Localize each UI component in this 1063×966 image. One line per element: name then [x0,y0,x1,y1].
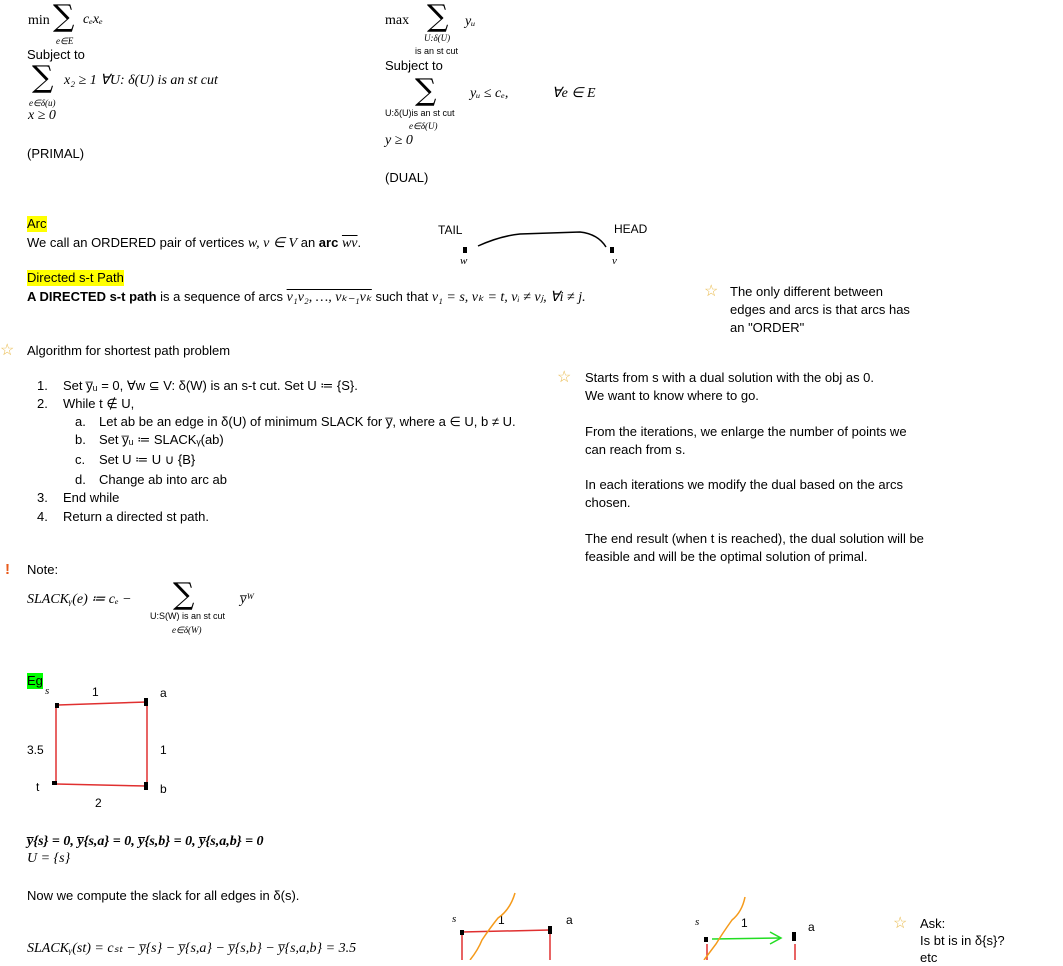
dual-init-line: y̅{s} = 0, y̅{s,a} = 0, y̅{s,b} = 0, y̅{s,a,b} = 0 [27,834,264,849]
vertex-b-dot [144,782,148,790]
note-line: The only different between [730,284,883,299]
side-note-line: can reach from s. [585,442,686,457]
vertex-s-label: s [45,685,50,697]
step-text: Set y̅ᵤ = 0, ∀w ⊆ V: δ(W) is an s-t cut. Set U ≔ {S}. [63,378,358,393]
side-note-line: feasible and will be the optimal solution of primal. [585,549,868,564]
arc-heading: Arc [27,216,47,231]
slack-st-line: SLACKᵧ(st) = cₛₜ − y̅{s} − y̅{s,a} − y̅{s,b} − y̅{s,a,b} = 3.5 [27,941,357,956]
sum-sign: ∑ [32,60,54,95]
sum-sign: ∑ [415,73,437,108]
mini1-a-label: a [566,913,573,927]
primal-objective: cₑxₑ [83,12,103,27]
ask-etc: etc [920,950,938,965]
note-line: edges and arcs is that arcs has [730,302,910,317]
note-label: Note: [27,562,59,577]
example-label: Eg [27,673,43,688]
mini2-arc [712,938,780,939]
arc-definition: We call an ORDERED pair of vertices w, v ∈ V an arc $\overline{wv}$. [27,235,362,251]
step-text: Set U ≔ U ∪ {B} [99,452,196,467]
step-text: Change ab into arc ab [99,472,227,487]
step-text: End while [63,490,120,505]
edge-ab-weight: 1 [160,743,167,757]
dual-c1-sub: e∈δ(U) [409,121,438,131]
slack-definition: SLACKᵧ(e) ≔ cₑ − [27,592,132,607]
mini1-edge-top [462,930,550,932]
ask-question: Is bt is in δ{s}? [920,933,1005,948]
dual-c1-sub: U:δ(U)is an st cut [385,108,455,118]
side-note-line: We want to know where to go. [585,388,759,403]
dual-max: max [385,13,410,28]
note-line: an "ORDER" [730,320,805,335]
star-icon: ☆ [893,915,908,932]
primal-c1-sub: e∈δ(u) [29,98,56,108]
step-number: 4. [37,509,48,524]
side-note-line: In each iterations we modify the dual based on the arcs [585,477,903,492]
head-label: HEAD [614,222,648,236]
slack-sub: e∈δ(W) [172,625,202,635]
star-icon: ☆ [0,342,15,359]
vertex-t-dot [52,781,57,785]
step-number: 2. [37,396,48,411]
primal-subject: Subject to [27,47,85,62]
ask-label: Ask: [920,916,946,931]
directed-path-heading: Directed s-t Path [27,270,124,285]
dual-label: (DUAL) [385,170,429,185]
star-icon: ☆ [704,283,719,300]
mini1-a-dot [548,926,552,934]
vertex-v-label: v [612,255,617,267]
edge-tb-weight: 2 [95,796,102,810]
vertex-t-label: t [36,780,40,794]
step-text: Let ab be an edge in δ(U) of minimum SLACK for y̅, where a ∈ U, b ≠ U. [99,414,516,429]
dual-sum-sub: U:δ(U) [424,33,451,43]
sum-sign: ∑ [427,0,449,34]
mini1-cut [470,893,515,960]
dual-objective: yᵤ [465,14,476,29]
step-number: d. [75,472,86,487]
vertex-v-dot [610,247,614,253]
edge-sa [58,702,147,705]
mini2-a-label: a [808,920,815,934]
side-note-line: chosen. [585,495,631,510]
algorithm-title: Algorithm for shortest path problem [27,343,231,358]
edge-sa-weight: 1 [92,685,99,699]
primal-constraint-2: x ≥ 0 [28,108,56,123]
step-text: While t ∉ U, [63,396,135,411]
arc-curve [478,232,606,247]
vertex-w-dot [463,247,467,253]
directed-path-definition: A DIRECTED s-t path is a sequence of arcs v₁v₂, …, vₖ₋₁vₖ such that v₁ = s, vₖ = t, vᵢ ≠ vⱼ, ∀i ≠ j. [27,289,586,305]
vertex-b-label: b [160,782,167,796]
dual-sum-sub: is an st cut [415,46,459,56]
mini2-s-dot [704,937,708,942]
slack-yw: y̅ᵂ [240,592,255,607]
primal-sum-sub: e∈E [56,36,74,46]
primal-label: (PRIMAL) [27,146,85,161]
primal-constraint-1: x₂ ≥ 1 ∀U: δ(U) is an st cut [64,73,218,88]
edge-tb [56,784,146,786]
star-icon: ☆ [557,369,572,386]
dual-subject: Subject to [385,58,443,73]
tail-label: TAIL [438,223,463,237]
mini2-cut [704,897,745,960]
mini2-s-label: s [695,916,700,928]
mini2-a-dot [792,932,796,941]
edge-st-weight: 3.5 [27,743,44,757]
u-init-line: U = {s} [27,851,71,866]
dual-constraint-2: y ≥ 0 [385,133,413,148]
step-number: 1. [37,378,48,393]
side-note-line: From the iterations, we enlarge the number of points we [585,424,907,439]
step-number: a. [75,414,86,429]
mini1-weight: 1 [498,913,505,927]
step-text: Return a directed st path. [63,509,209,524]
step-number: 3. [37,490,48,505]
mini2-weight: 1 [741,916,748,930]
exclamation-icon: ! [5,561,10,578]
primal-min: min [28,13,50,28]
vertex-s-dot [55,703,59,708]
step-number: c. [75,452,86,467]
dual-forall: ∀e ∈ E [552,86,596,101]
step-number: b. [75,432,86,447]
step-text: Set y̅ᵤ ≔ SLACKᵧ(ab) [99,432,224,447]
sum-sign: ∑ [53,0,75,34]
side-note-line: The end result (when t is reached), the dual solution will be [585,531,924,546]
dual-constraint-1: yᵤ ≤ cₑ, [470,86,509,101]
side-note-line: Starts from s with a dual solution with the obj as 0. [585,370,875,385]
vertex-a-dot [144,698,148,706]
vertex-w-label: w [460,255,468,267]
mini1-s-label: s [452,913,457,925]
mini1-s-dot [460,930,464,935]
compute-slack-line: Now we compute the slack for all edges in δ(s). [27,888,300,903]
slack-sub: U:S(W) is an st cut [150,611,226,621]
sum-sign: ∑ [173,577,195,612]
vertex-a-label: a [160,686,167,700]
